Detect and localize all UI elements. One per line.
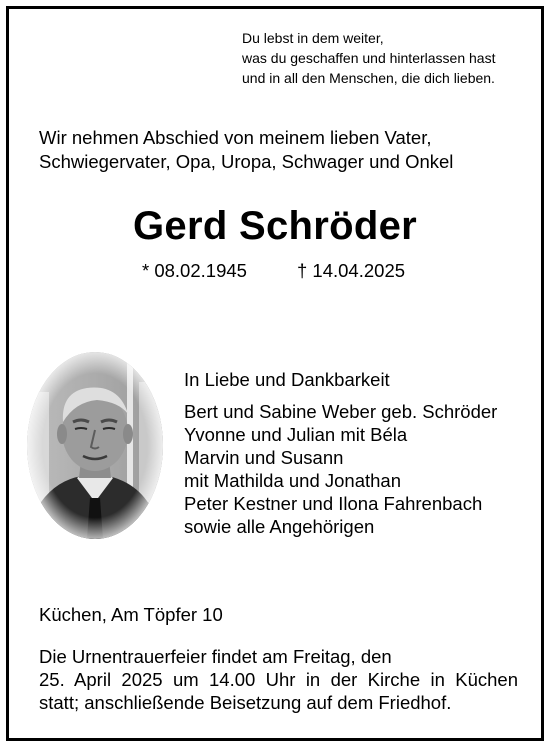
poem-line-1: Du lebst in dem weiter, [242, 30, 384, 46]
mourner-line-6: sowie alle Angehörigen [184, 516, 375, 537]
obituary-card [6, 6, 544, 741]
mourners-list [184, 368, 497, 538]
poem-line-2: was du geschaffen und hinterlassen hast [242, 50, 496, 66]
family-address: Küchen, Am Töpfer 10 [39, 604, 223, 625]
mourner-line-5: Peter Kestner und Ilona Fahrenbach [184, 493, 483, 514]
mourner-line-4: mit Mathilda und Jonathan [184, 470, 401, 491]
ceremony-line-3: statt; anschließende Beisetzung auf dem Friedhof. [39, 692, 452, 713]
mourners-lead: In Liebe und Dankbarkeit [184, 369, 390, 390]
mourner-line-1: Bert und Sabine Weber geb. Schröder [184, 401, 498, 422]
intro-line-2: Schwiegervater, Opa, Uropa, Schwager und Onkel [39, 151, 454, 172]
death-date: † 14.04.2025 [297, 260, 406, 281]
ceremony-line-1: Die Urnentrauerfeier findet am Freitag, den [39, 646, 392, 667]
ceremony-notice [39, 645, 518, 714]
memorial-poem [242, 28, 495, 88]
intro-line-1: Wir nehmen Abschied von meinem lieben Vater, [39, 127, 432, 148]
poem-line-3: und in all den Menschen, die dich lieben. [242, 70, 495, 86]
portrait-illustration [27, 352, 163, 539]
birth-date: * 08.02.1945 [142, 260, 247, 281]
ceremony-line-2: 25. April 2025 um 14.00 Uhr in der Kirche in Küchen [39, 669, 518, 690]
portrait-photo [27, 352, 163, 539]
deceased-name: Gerd Schröder [133, 204, 417, 248]
mourner-line-3: Marvin und Susann [184, 447, 344, 468]
farewell-intro [39, 126, 453, 174]
mourner-line-2: Yvonne und Julian mit Béla [184, 424, 408, 445]
